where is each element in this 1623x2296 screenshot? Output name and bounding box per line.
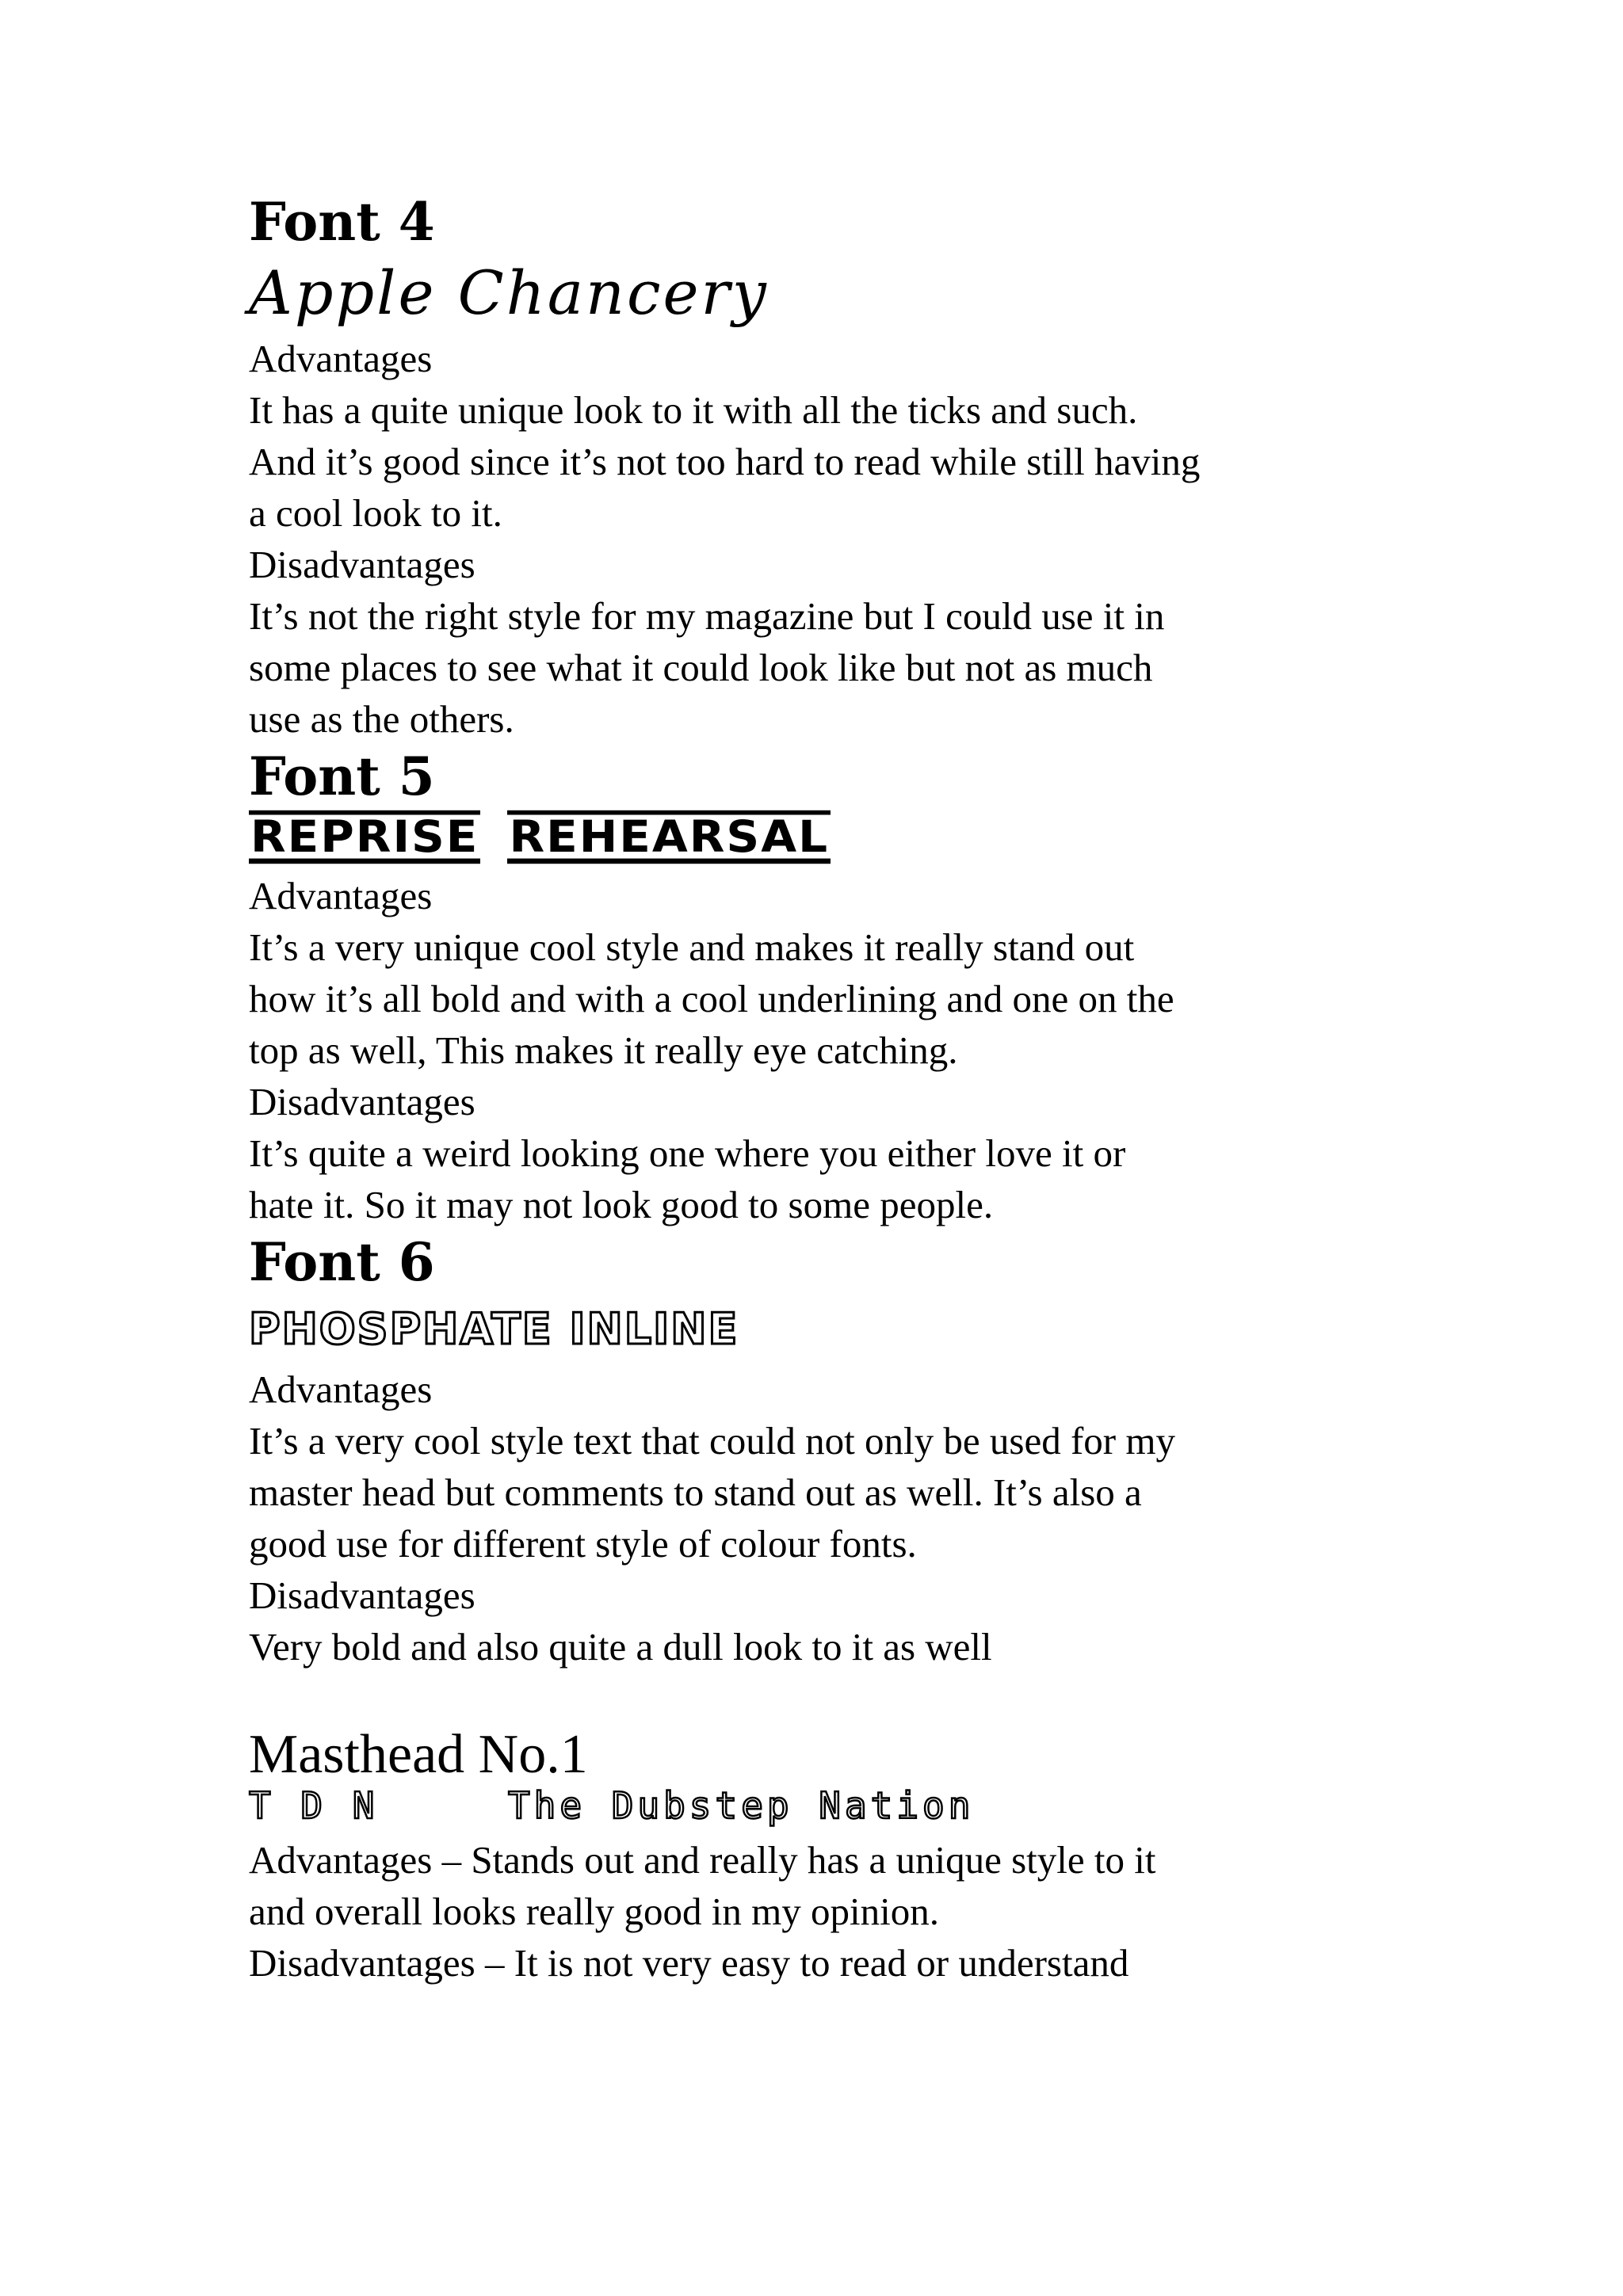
- font-4-disadvantages-line: some places to see what it could look like but not as much: [249, 646, 1153, 689]
- font-6-advantages-line: It’s a very cool style text that could not only be used for my: [249, 1419, 1175, 1463]
- font-5-section: [249, 745, 1438, 1230]
- font-6-advantages-line: master head but comments to stand out as well. It’s also a: [249, 1470, 1142, 1514]
- font-4-heading: Font 4: [249, 191, 435, 253]
- font-5-advantages-label: Advantages: [249, 874, 433, 917]
- font-4-advantages-label: Advantages: [249, 337, 433, 380]
- font-6-section: [249, 1230, 1438, 1672]
- font-6-sample: PHOSPHATE INLINE: [249, 1304, 739, 1354]
- font-5-advantages-line: It’s a very unique cool style and makes it really stand out: [249, 925, 1135, 969]
- masthead-line: Disadvantages – It is not very easy to read or understand: [249, 1941, 1129, 1985]
- masthead-section: [249, 1725, 1438, 1989]
- font-5-advantages-line: top as well, This makes it really eye catching.: [249, 1028, 958, 1072]
- font-5-sample: [249, 808, 1438, 870]
- font-4-disadvantages-line: use as the others.: [249, 697, 514, 741]
- font-5-disadvantages-label: Disadvantages: [249, 1080, 475, 1123]
- masthead-line: and overall looks really good in my opinion.: [249, 1890, 939, 1933]
- font-5-sample-word: REHEARSAL: [509, 810, 830, 863]
- font-6-disadvantages-line: Very bold and also quite a dull look to it as well: [249, 1625, 992, 1669]
- masthead-title: Masthead No.1: [249, 1724, 588, 1785]
- font-5-sample-word: REPRISE: [250, 810, 479, 863]
- font-6-heading: Font 6: [249, 1231, 435, 1293]
- font-4-advantages-line: a cool look to it.: [249, 491, 502, 535]
- font-6-advantages-line: good use for different style of colour fonts.: [249, 1522, 917, 1566]
- font-4-disadvantages-label: Disadvantages: [249, 543, 475, 586]
- document-page: [249, 190, 1438, 1989]
- font-5-heading: Font 5: [249, 746, 435, 807]
- font-4-advantages-line: It has a quite unique look to it with all the ticks and such.: [249, 388, 1138, 432]
- font-6-disadvantages-label: Disadvantages: [249, 1573, 475, 1617]
- font-4-advantages-line: And it’s good since it’s not too hard to read while still having: [249, 440, 1201, 483]
- masthead-sample: T D N The Dubstep Nation: [249, 1784, 975, 1827]
- font-6-advantages-label: Advantages: [249, 1367, 433, 1411]
- font-4-disadvantages-line: It’s not the right style for my magazine but I could use it in: [249, 594, 1165, 638]
- font-5-disadvantages-line: It’s quite a weird looking one where you either love it or: [249, 1131, 1126, 1175]
- font-5-disadvantages-line: hate it. So it may not look good to some people.: [249, 1183, 994, 1226]
- font-4-section: [249, 190, 1438, 745]
- font-5-advantages-line: how it’s all bold and with a cool underlining and one on the: [249, 977, 1174, 1020]
- section-spacer: [249, 1672, 1438, 1725]
- masthead-line: Advantages – Stands out and really has a unique style to it: [249, 1838, 1156, 1882]
- font-4-sample: Apple Chancery: [249, 257, 769, 328]
